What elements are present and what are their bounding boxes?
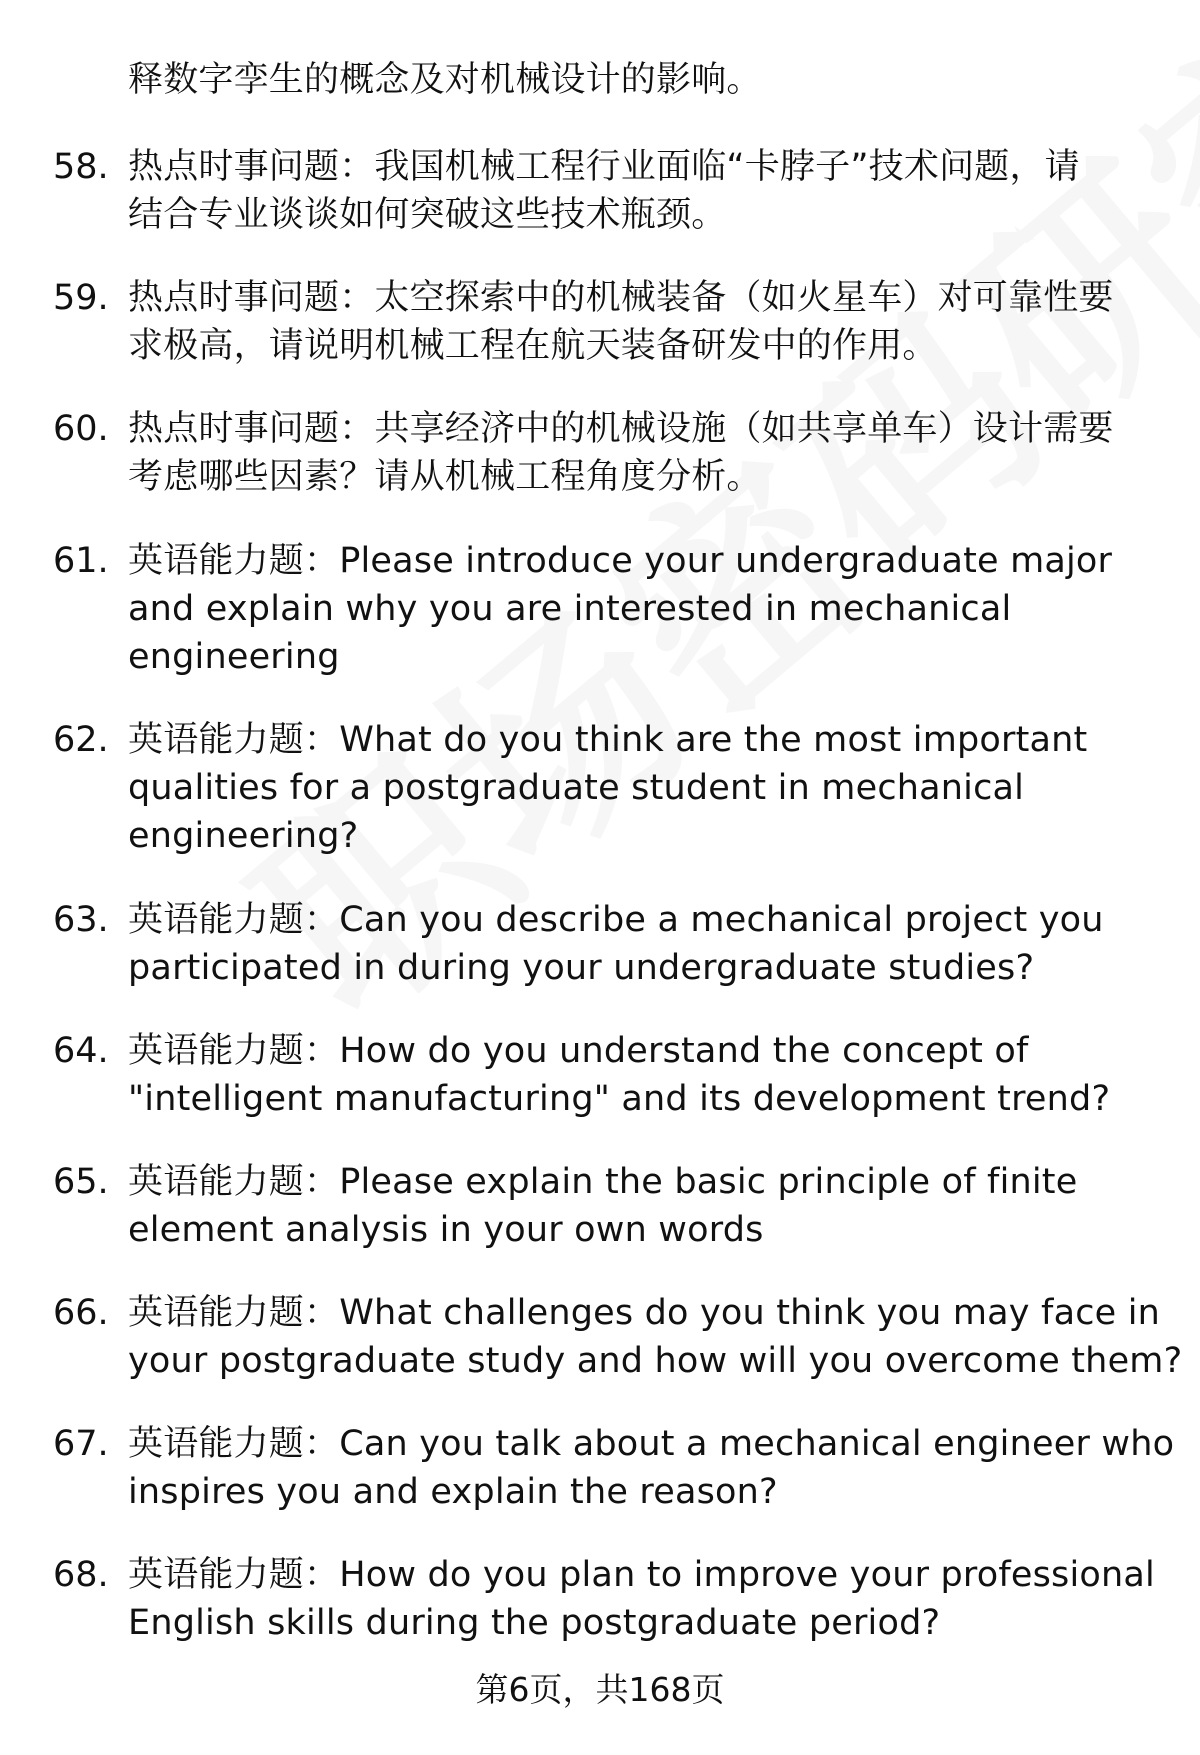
item-number: 60. — [53, 409, 109, 449]
item-line: 英语能力题：Please explain the basic principle of finite — [128, 1162, 1078, 1202]
item-line: 热点时事问题：我国机械工程行业面临“卡脖子”技术问题，请 — [128, 147, 1080, 187]
item-line: 热点时事问题：太空探索中的机械装备（如火星车）对可靠性要 — [128, 278, 1114, 318]
item-number: 61. — [53, 541, 109, 581]
item-number: 66. — [53, 1293, 109, 1333]
item-line: your postgraduate study and how will you overcome them? — [128, 1341, 1183, 1381]
item-line: participated in during your undergraduate studies? — [128, 948, 1035, 988]
item-number: 62. — [53, 720, 109, 760]
item-line: 英语能力题：What challenges do you think you may face in — [128, 1293, 1161, 1333]
item-line: 结合专业谈谈如何突破这些技术瓶颈。 — [128, 195, 727, 235]
page-footer: 第6页，共168页 — [475, 1670, 725, 1709]
item-line: "intelligent manufacturing" and its development trend? — [128, 1079, 1111, 1119]
intro-tail-line: 释数字孪生的概念及对机械设计的影响。 — [128, 60, 762, 100]
item-number: 68. — [53, 1555, 109, 1595]
item-line: 英语能力题：Please introduce your undergraduate major — [128, 541, 1113, 581]
item-line: 英语能力题：Can you describe a mechanical project you — [128, 900, 1104, 940]
item-line: engineering? — [128, 816, 359, 856]
item-line: qualities for a postgraduate student in mechanical — [128, 768, 1025, 808]
item-number: 58. — [53, 147, 109, 187]
item-line: and explain why you are interested in mechanical — [128, 589, 1012, 629]
item-number: 63. — [53, 900, 109, 940]
item-line: 考虑哪些因素？请从机械工程角度分析。 — [128, 457, 762, 497]
item-line: 英语能力题：Can you talk about a mechanical engineer who — [128, 1424, 1175, 1464]
item-line: inspires you and explain the reason? — [128, 1472, 778, 1512]
item-line: element analysis in your own words — [128, 1210, 764, 1250]
item-line: 热点时事问题：共享经济中的机械设施（如共享单车）设计需要 — [128, 409, 1114, 449]
item-number: 64. — [53, 1031, 109, 1071]
item-line: 英语能力题：What do you think are the most important — [128, 720, 1088, 760]
item-line: 英语能力题：How do you plan to improve your professional — [128, 1555, 1155, 1595]
item-number: 67. — [53, 1424, 109, 1464]
item-line: engineering — [128, 637, 340, 677]
item-line: 求极高，请说明机械工程在航天装备研发中的作用。 — [128, 326, 938, 366]
item-line: 英语能力题：How do you understand the concept of — [128, 1031, 1029, 1071]
item-number: 65. — [53, 1162, 109, 1202]
item-line: English skills during the postgraduate period? — [128, 1603, 941, 1643]
item-number: 59. — [53, 278, 109, 318]
